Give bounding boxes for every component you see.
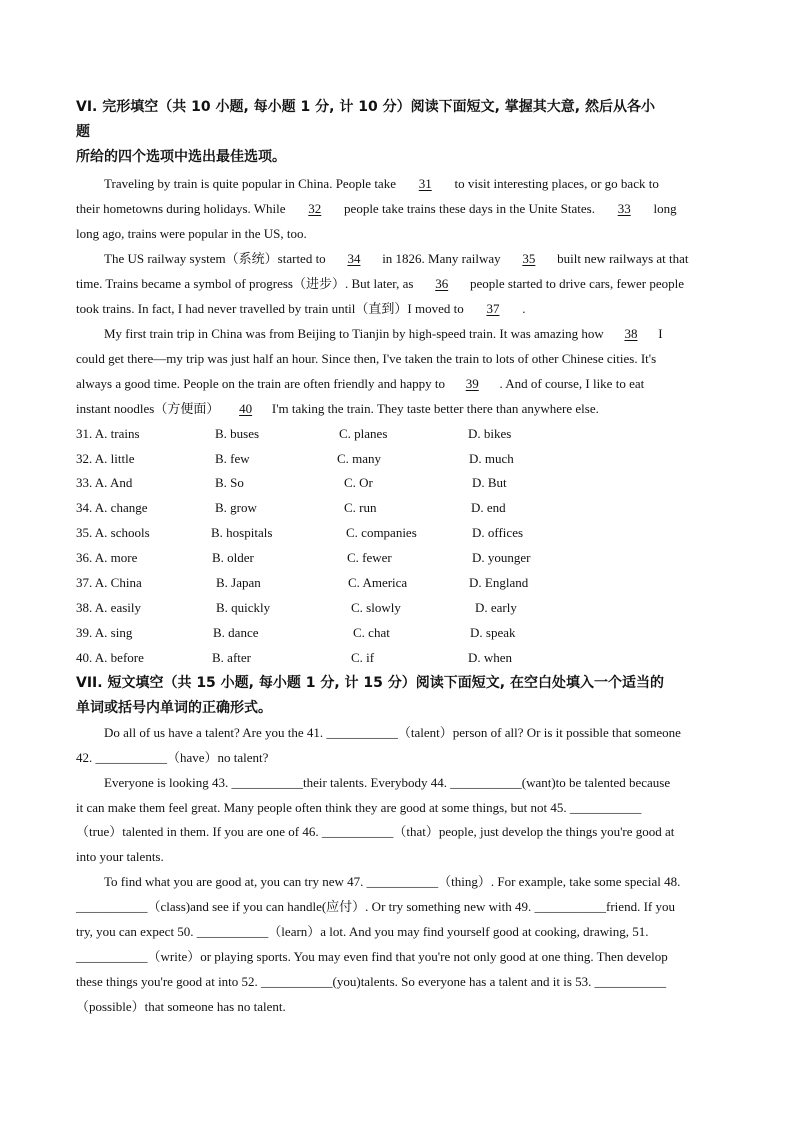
option-a[interactable]: 38. A. easily <box>76 600 141 615</box>
option-d[interactable]: D. when <box>468 650 513 665</box>
option-d[interactable]: D. bikes <box>468 426 512 441</box>
passage-line: My first train trip in China was from Beijing to Tianjin by high-speed train. It was amazing how 38 I <box>104 326 663 341</box>
option-b[interactable]: B. few <box>215 451 250 466</box>
cloze-blank-38[interactable]: 38 <box>624 326 638 341</box>
option-b[interactable]: B. after <box>212 650 251 665</box>
option-c[interactable]: C. fewer <box>347 550 392 565</box>
option-b[interactable]: B. grow <box>215 500 257 515</box>
section-6-heading-line2: 题 <box>76 124 90 140</box>
option-c[interactable]: C. planes <box>339 426 388 441</box>
option-d[interactable]: D. younger <box>472 550 531 565</box>
options-row <box>76 549 726 567</box>
option-a[interactable]: 33. A. And <box>76 475 133 490</box>
fill-blank-line: these things you're good at into 52. ___________(you)talents. So everyone has a talent and it is 53. ___________ <box>76 974 667 989</box>
cloze-blank-39[interactable]: 39 <box>465 376 479 391</box>
option-a[interactable]: 35. A. schools <box>76 525 150 540</box>
options-row <box>76 624 726 642</box>
cloze-blank-33[interactable]: 33 <box>617 201 631 216</box>
section-6-heading-line1: VI. 完形填空（共 10 小题, 每小题 1 分, 计 10 分）阅读下面短文, 掌握其大意, 然后从各小 <box>76 99 655 115</box>
fill-blank-line: 42. ___________（have）no talent? <box>76 750 269 765</box>
option-a[interactable]: 34. A. change <box>76 500 148 515</box>
options-row <box>76 499 726 517</box>
passage-line: The US railway system（系统）started to 34 in 1826. Many railway 35 built new railways at that <box>104 251 689 266</box>
fill-blank-line: into your talents. <box>76 849 164 864</box>
passage-line: took trains. In fact, I had never travelled by train until（直到）I moved to 37 . <box>76 301 526 316</box>
option-d[interactable]: D. much <box>469 451 514 466</box>
fill-blank-line: ___________（write）or playing sports. You may even find that you're not only good at one thing. Then develop <box>76 949 668 964</box>
options-row <box>76 474 726 492</box>
option-a[interactable]: 40. A. before <box>76 650 144 665</box>
option-b[interactable]: B. quickly <box>216 600 271 615</box>
option-b[interactable]: B. buses <box>215 426 260 441</box>
fill-blank-line: try, you can expect 50. ___________（learn）a lot. And you may find yourself good at cooking, drawing, 51. <box>76 924 649 939</box>
option-c[interactable]: C. if <box>351 650 375 665</box>
section-6-heading-line3: 所给的四个选项中选出最佳选项。 <box>76 149 286 165</box>
option-d[interactable]: D. offices <box>472 525 524 540</box>
options-row <box>76 599 726 617</box>
option-d[interactable]: D. England <box>469 575 529 590</box>
option-d[interactable]: D. speak <box>470 625 516 640</box>
option-c[interactable]: C. chat <box>353 625 390 640</box>
cloze-blank-37[interactable]: 37 <box>486 301 500 316</box>
passage-line: could get there—my trip was just half an hour. Since then, I've taken the train to lots of other Chinese cities. It's <box>76 351 657 366</box>
fill-blank-line: it can make them feel great. Many people often think they are good at some things, but not 45. ___________ <box>76 800 642 815</box>
options-row <box>76 425 726 443</box>
fill-blank-line: ___________（class)and see if you can handle(应付）. Or try something new with 49. ___________friend. If you <box>76 899 675 914</box>
passage-line: instant noodles（方便面） 40 I'm taking the train. They taste better there than anywhere else. <box>76 401 599 416</box>
option-d[interactable]: D. end <box>471 500 506 515</box>
cloze-blank-32[interactable]: 32 <box>308 201 322 216</box>
option-d[interactable]: D. But <box>472 475 507 490</box>
option-b[interactable]: B. hospitals <box>211 525 273 540</box>
option-b[interactable]: B. older <box>212 550 254 565</box>
section-7-heading-line1: VII. 短文填空（共 15 小题, 每小题 1 分, 计 15 分）阅读下面短文, 在空白处填入一个适当的 <box>76 675 664 691</box>
cloze-blank-35[interactable]: 35 <box>522 251 536 266</box>
option-c[interactable]: C. Or <box>344 475 373 490</box>
fill-blank-line: （true）talented in them. If you are one of 46. ___________（that）people, just develop the things you're good at <box>76 824 675 839</box>
section-7-heading-line2: 单词或括号内单词的正确形式。 <box>76 700 272 716</box>
option-c[interactable]: C. companies <box>346 525 417 540</box>
cloze-blank-40[interactable]: 40 <box>239 401 253 416</box>
option-a[interactable]: 39. A. sing <box>76 625 133 640</box>
passage-line: always a good time. People on the train are often friendly and happy to 39 . And of course, I like to eat <box>76 376 645 391</box>
fill-blank-line: Do all of us have a talent? Are you the 41. ___________（talent）person of all? Or is it possible that someone <box>104 725 681 740</box>
options-row <box>76 649 726 667</box>
options-row <box>76 450 726 468</box>
option-c[interactable]: C. slowly <box>351 600 401 615</box>
passage-line: time. Trains became a symbol of progress（进步）. But later, as 36 people started to drive cars, fewer people <box>76 276 684 291</box>
option-b[interactable]: B. dance <box>213 625 259 640</box>
cloze-blank-34[interactable]: 34 <box>347 251 361 266</box>
option-a[interactable]: 32. A. little <box>76 451 135 466</box>
fill-blank-line: （possible）that someone has no talent. <box>76 999 286 1014</box>
option-b[interactable]: B. So <box>215 475 244 490</box>
option-a[interactable]: 31. A. trains <box>76 426 140 441</box>
option-d[interactable]: D. early <box>475 600 517 615</box>
passage-line: long ago, trains were popular in the US, too. <box>76 226 307 241</box>
cloze-blank-31[interactable]: 31 <box>418 176 432 191</box>
option-a[interactable]: 37. A. China <box>76 575 142 590</box>
option-c[interactable]: C. run <box>344 500 377 515</box>
cloze-blank-36[interactable]: 36 <box>435 276 449 291</box>
option-b[interactable]: B. Japan <box>216 575 261 590</box>
option-c[interactable]: C. many <box>337 451 382 466</box>
options-row <box>76 574 726 592</box>
option-c[interactable]: C. America <box>348 575 408 590</box>
fill-blank-line: To find what you are good at, you can try new 47. ___________（thing）. For example, take some special 48. <box>104 874 681 889</box>
passage-line: their hometowns during holidays. While 32 people take trains these days in the Unite States. 33 long <box>76 201 677 216</box>
fill-blank-line: Everyone is looking 43. ___________their talents. Everybody 44. ___________(want)to be talented because <box>104 775 671 790</box>
option-a[interactable]: 36. A. more <box>76 550 138 565</box>
options-row <box>76 524 726 542</box>
passage-line: Traveling by train is quite popular in China. People take 31 to visit interesting places, or go back to <box>104 176 659 191</box>
